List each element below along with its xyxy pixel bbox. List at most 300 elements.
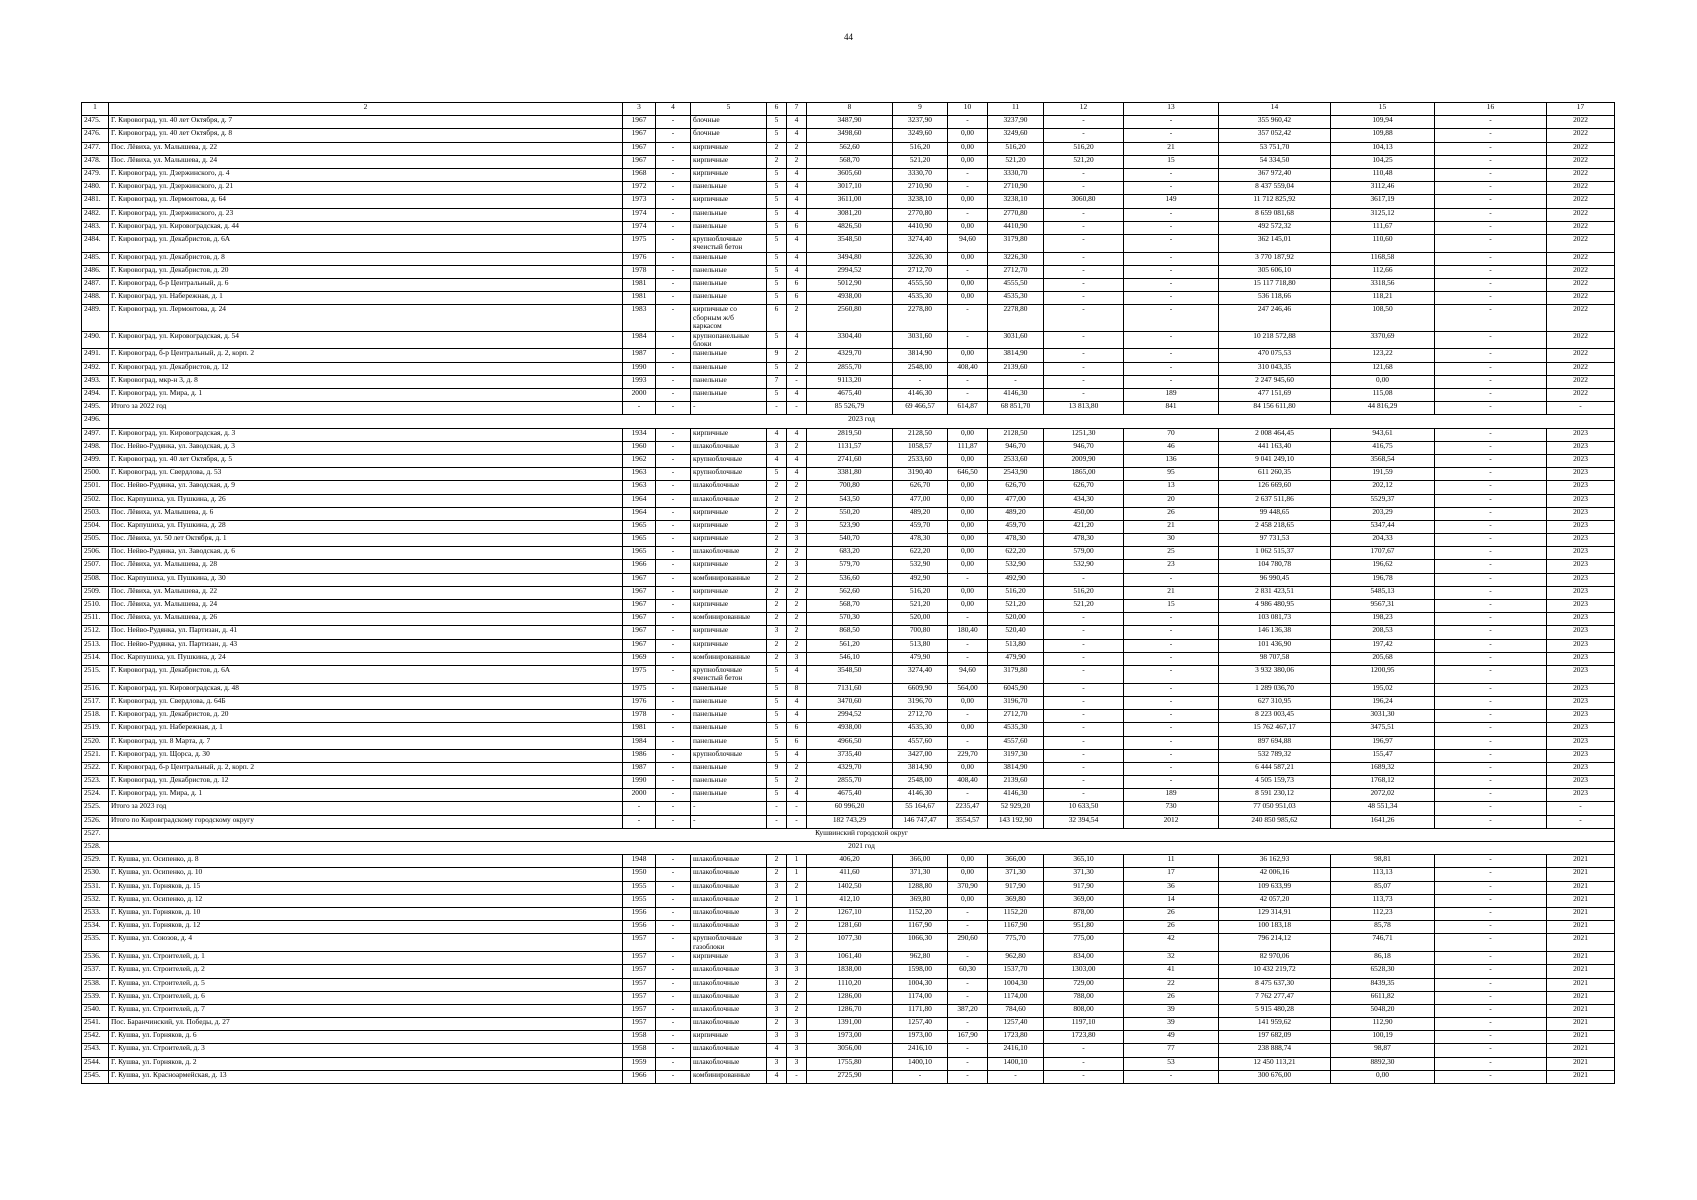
table-cell: панельные bbox=[691, 208, 767, 221]
table-cell: 126 669,60 bbox=[1219, 481, 1331, 494]
section-title: Кушвинский городской округ bbox=[109, 828, 1615, 841]
column-header: 11 bbox=[988, 103, 1044, 116]
table-cell: 2021 bbox=[1547, 965, 1615, 978]
table-cell: 2710,90 bbox=[988, 182, 1044, 195]
table-cell: 1967 bbox=[623, 586, 656, 599]
table-cell: - bbox=[1435, 142, 1547, 155]
table-cell: 1963 bbox=[623, 468, 656, 481]
table-cell: 2023 bbox=[1547, 613, 1615, 626]
table-cell: 2023 bbox=[1547, 547, 1615, 560]
table-row bbox=[82, 1031, 1615, 1044]
table-cell: 1957 bbox=[623, 1004, 656, 1017]
table-cell: - bbox=[1044, 723, 1124, 736]
table-cell: 1967 bbox=[623, 573, 656, 586]
table-cell: 536,60 bbox=[807, 573, 893, 586]
table-cell: 77 050 951,03 bbox=[1219, 802, 1331, 815]
table-cell: 543,50 bbox=[807, 494, 893, 507]
table-cell: 8 659 081,68 bbox=[1219, 208, 1331, 221]
table-cell: 521,20 bbox=[893, 600, 948, 613]
table-cell: Пос. Лёвиха, ул. 50 лет Октября, д. 1 bbox=[109, 534, 623, 547]
table-cell: 788,00 bbox=[1044, 991, 1124, 1004]
table-cell: - bbox=[656, 441, 691, 454]
table-cell: 7 762 277,47 bbox=[1219, 991, 1331, 1004]
table-cell: - bbox=[988, 375, 1044, 388]
table-cell: панельные bbox=[691, 362, 767, 375]
table-cell: 1960 bbox=[623, 441, 656, 454]
table-cell: 202,12 bbox=[1331, 481, 1435, 494]
table-cell: 2022 bbox=[1547, 252, 1615, 265]
table-cell: 4535,30 bbox=[893, 723, 948, 736]
table-cell: 1288,80 bbox=[893, 881, 948, 894]
table-cell: - bbox=[656, 710, 691, 723]
table-cell: 112,66 bbox=[1331, 265, 1435, 278]
table-row bbox=[82, 665, 1615, 683]
table-cell: 1973,00 bbox=[893, 1031, 948, 1044]
table-cell: - bbox=[656, 547, 691, 560]
table-cell: 611 260,35 bbox=[1219, 468, 1331, 481]
table-cell: - bbox=[656, 507, 691, 520]
table-cell: - bbox=[1435, 389, 1547, 402]
table-cell: 1066,30 bbox=[893, 934, 948, 952]
table-cell: 146 747,47 bbox=[893, 815, 948, 828]
table-row bbox=[82, 652, 1615, 665]
table-cell: - bbox=[656, 586, 691, 599]
table-cell: 459,70 bbox=[893, 520, 948, 533]
table-cell: 6 444 587,21 bbox=[1219, 762, 1331, 775]
section-number: 2528. bbox=[82, 842, 109, 855]
table-cell: 4826,50 bbox=[807, 221, 893, 234]
table-cell: 198,23 bbox=[1331, 613, 1435, 626]
table-cell: 4557,60 bbox=[893, 736, 948, 749]
table-cell: 0,00 bbox=[948, 292, 988, 305]
table-cell: - bbox=[656, 234, 691, 252]
table-row bbox=[82, 389, 1615, 402]
table-cell: 4675,40 bbox=[807, 789, 893, 802]
table-cell: 100 183,18 bbox=[1219, 921, 1331, 934]
table-cell: - bbox=[1044, 573, 1124, 586]
table-cell: 2022 bbox=[1547, 208, 1615, 221]
table-cell: 2021 bbox=[1547, 868, 1615, 881]
table-cell: 2503. bbox=[82, 507, 109, 520]
table-cell: 5 915 480,28 bbox=[1219, 1004, 1331, 1017]
table-cell: - bbox=[623, 802, 656, 815]
table-cell: 3017,10 bbox=[807, 182, 893, 195]
table-cell: 197 682,09 bbox=[1219, 1031, 1331, 1044]
table-cell: шлакоблочные bbox=[691, 494, 767, 507]
table-cell: 3814,90 bbox=[988, 762, 1044, 775]
table-cell: Г. Кировоград, ул. Дзержинского, д. 23 bbox=[109, 208, 623, 221]
table-cell: 146 136,38 bbox=[1219, 626, 1331, 639]
table-cell: Г. Кушва, ул. Строителей, д. 5 bbox=[109, 978, 623, 991]
table-cell: 784,60 bbox=[988, 1004, 1044, 1017]
table-cell: 0,00 bbox=[948, 481, 988, 494]
table-cell: - bbox=[1435, 652, 1547, 665]
table-cell: 141 959,62 bbox=[1219, 1018, 1331, 1031]
table-cell: - bbox=[948, 952, 988, 965]
table-cell: Г. Кировоград, ул. Декабристов, д. 8 bbox=[109, 252, 623, 265]
table-row bbox=[82, 534, 1615, 547]
table-cell: 115,08 bbox=[1331, 389, 1435, 402]
table-cell: 2 bbox=[787, 586, 807, 599]
table-cell: 2023 bbox=[1547, 468, 1615, 481]
table-cell: - bbox=[1435, 349, 1547, 362]
table-cell: 2 bbox=[767, 481, 787, 494]
table-cell: 2505. bbox=[82, 534, 109, 547]
table-cell: 111,87 bbox=[948, 441, 988, 454]
table-cell: шлакоблочные bbox=[691, 547, 767, 560]
table-cell: 98,87 bbox=[1331, 1044, 1435, 1057]
table-cell: Пос. Лёвиха, ул. Малышева, д. 24 bbox=[109, 155, 623, 168]
table-cell: 516,20 bbox=[1044, 142, 1124, 155]
table-cell: 1391,00 bbox=[807, 1018, 893, 1031]
table-cell: 1641,26 bbox=[1331, 815, 1435, 828]
table-cell: 2023 bbox=[1547, 762, 1615, 775]
table-cell: 1956 bbox=[623, 921, 656, 934]
table-cell: 2023 bbox=[1547, 683, 1615, 696]
table-cell: 2489. bbox=[82, 305, 109, 331]
table-row bbox=[82, 934, 1615, 952]
table-cell: 2712,70 bbox=[988, 710, 1044, 723]
table-cell: 513,80 bbox=[988, 639, 1044, 652]
table-cell: 15 762 467,17 bbox=[1219, 723, 1331, 736]
table-cell: шлакоблочные bbox=[691, 1044, 767, 1057]
table-cell: 4146,30 bbox=[893, 389, 948, 402]
table-cell: - bbox=[1435, 952, 1547, 965]
table-cell: 1131,57 bbox=[807, 441, 893, 454]
table-cell: 626,70 bbox=[893, 481, 948, 494]
table-cell: 2 bbox=[787, 362, 807, 375]
table-cell: 3 bbox=[787, 1044, 807, 1057]
table-cell: 196,24 bbox=[1331, 696, 1435, 709]
table-cell: 2139,60 bbox=[988, 362, 1044, 375]
table-cell: - bbox=[656, 776, 691, 789]
table-cell: 4 bbox=[787, 182, 807, 195]
table-cell: 532 789,32 bbox=[1219, 749, 1331, 762]
table-cell: 2 831 423,51 bbox=[1219, 586, 1331, 599]
table-cell: Г. Кушва, ул. Строителей, д. 2 bbox=[109, 965, 623, 978]
table-cell: - bbox=[1435, 894, 1547, 907]
table-cell: - bbox=[1435, 965, 1547, 978]
table-cell: 2022 bbox=[1547, 195, 1615, 208]
table-cell: 182 743,29 bbox=[807, 815, 893, 828]
table-cell: 15 117 718,80 bbox=[1219, 279, 1331, 292]
table-cell: 1768,12 bbox=[1331, 776, 1435, 789]
table-row bbox=[82, 481, 1615, 494]
table-cell: 3196,70 bbox=[893, 696, 948, 709]
table-row bbox=[82, 1004, 1615, 1017]
table-cell: 109,94 bbox=[1331, 116, 1435, 129]
table-cell: 1957 bbox=[623, 991, 656, 1004]
table-cell: 2535. bbox=[82, 934, 109, 952]
column-header: 9 bbox=[893, 103, 948, 116]
table-cell: - bbox=[656, 168, 691, 181]
table-cell: 1267,10 bbox=[807, 907, 893, 920]
table-cell: - bbox=[656, 292, 691, 305]
table-cell: 408,40 bbox=[948, 776, 988, 789]
table-cell: шлакоблочные bbox=[691, 907, 767, 920]
table-cell: - bbox=[948, 168, 988, 181]
table-row bbox=[82, 639, 1615, 652]
table-cell: 2855,70 bbox=[807, 776, 893, 789]
table-cell: 5 bbox=[767, 234, 787, 252]
table-cell: 730 bbox=[1124, 802, 1219, 815]
table-cell: 4146,30 bbox=[893, 789, 948, 802]
table-cell: 3 bbox=[767, 952, 787, 965]
table-cell: 897 694,88 bbox=[1219, 736, 1331, 749]
table-cell: 421,20 bbox=[1044, 520, 1124, 533]
table-cell: 2 637 511,86 bbox=[1219, 494, 1331, 507]
table-cell: шлакоблочные bbox=[691, 481, 767, 494]
table-cell: 5 bbox=[767, 195, 787, 208]
table-cell: 5 bbox=[767, 736, 787, 749]
table-row bbox=[82, 560, 1615, 573]
table-cell: 2278,80 bbox=[893, 305, 948, 331]
table-cell: 2504. bbox=[82, 520, 109, 533]
table-cell: 112,23 bbox=[1331, 907, 1435, 920]
table-cell: 3226,30 bbox=[893, 252, 948, 265]
table-cell: 2023 bbox=[1547, 652, 1615, 665]
table-cell: кирпичные bbox=[691, 534, 767, 547]
table-cell: 626,70 bbox=[1044, 481, 1124, 494]
table-cell: панельные bbox=[691, 723, 767, 736]
table-cell: 1286,70 bbox=[807, 1004, 893, 1017]
table-cell: 5 bbox=[767, 182, 787, 195]
table-cell: 5 bbox=[767, 208, 787, 221]
table-cell: Пос. Нейво-Рудянка, ул. Заводская, д. 3 bbox=[109, 441, 623, 454]
table-cell: 2021 bbox=[1547, 1057, 1615, 1070]
table-cell: 5 bbox=[767, 696, 787, 709]
table-row bbox=[82, 573, 1615, 586]
table-cell: - bbox=[1044, 331, 1124, 349]
table-cell: 622,20 bbox=[893, 547, 948, 560]
table-cell: 6528,30 bbox=[1331, 965, 1435, 978]
table-cell: - bbox=[1435, 279, 1547, 292]
table-cell: - bbox=[1435, 468, 1547, 481]
table-cell: - bbox=[1044, 116, 1124, 129]
table-cell: - bbox=[656, 402, 691, 415]
table-cell: 208,53 bbox=[1331, 626, 1435, 639]
table-cell: 2 bbox=[767, 855, 787, 868]
table-cell: 113,73 bbox=[1331, 894, 1435, 907]
table-cell: 492,90 bbox=[988, 573, 1044, 586]
table-cell: - bbox=[656, 749, 691, 762]
table-cell: 3487,90 bbox=[807, 116, 893, 129]
table-cell: 2022 bbox=[1547, 142, 1615, 155]
table-cell: кирпичные bbox=[691, 600, 767, 613]
table-cell: - bbox=[787, 1070, 807, 1083]
table-cell: 2507. bbox=[82, 560, 109, 573]
table-cell: - bbox=[656, 195, 691, 208]
table-cell: 2522. bbox=[82, 762, 109, 775]
table-cell: 1976 bbox=[623, 696, 656, 709]
table-cell: 0,00 bbox=[948, 221, 988, 234]
table-cell: - bbox=[1435, 129, 1547, 142]
table-cell: - bbox=[1435, 375, 1547, 388]
table-cell: 8 475 637,30 bbox=[1219, 978, 1331, 991]
table-row bbox=[82, 696, 1615, 709]
table-cell: 108,50 bbox=[1331, 305, 1435, 331]
table-cell: - bbox=[656, 265, 691, 278]
table-cell: 48 551,34 bbox=[1331, 802, 1435, 815]
table-cell: 2 bbox=[787, 573, 807, 586]
table-cell: 104,25 bbox=[1331, 155, 1435, 168]
table-cell: - bbox=[1435, 402, 1547, 415]
table-cell: 357 052,42 bbox=[1219, 129, 1331, 142]
table-cell: 2524. bbox=[82, 789, 109, 802]
table-cell: 0,00 bbox=[948, 454, 988, 467]
table-cell: 3 bbox=[767, 1004, 787, 1017]
table-cell: 2 bbox=[787, 762, 807, 775]
table-cell: 1976 bbox=[623, 252, 656, 265]
table-cell: 946,70 bbox=[988, 441, 1044, 454]
table-cell: 2510. bbox=[82, 600, 109, 613]
table-cell: 2512. bbox=[82, 626, 109, 639]
table-cell: 2 bbox=[767, 507, 787, 520]
table-cell: 2022 bbox=[1547, 305, 1615, 331]
table-cell: 5 bbox=[767, 665, 787, 683]
table-row bbox=[82, 586, 1615, 599]
table-cell: 4535,30 bbox=[893, 292, 948, 305]
table-cell: 3179,80 bbox=[988, 665, 1044, 683]
table-cell: 4555,50 bbox=[893, 279, 948, 292]
table-cell: 477,00 bbox=[893, 494, 948, 507]
table-row bbox=[82, 710, 1615, 723]
table-cell: 614,87 bbox=[948, 402, 988, 415]
table-cell: 2486. bbox=[82, 265, 109, 278]
table-cell: - bbox=[1547, 802, 1615, 815]
table-cell: - bbox=[1124, 375, 1219, 388]
table-cell: 3381,80 bbox=[807, 468, 893, 481]
table-cell: 0,00 bbox=[948, 129, 988, 142]
table-cell: - bbox=[1435, 1070, 1547, 1083]
table-cell: 86,18 bbox=[1331, 952, 1435, 965]
table-cell: 36 162,93 bbox=[1219, 855, 1331, 868]
table-cell: 1986 bbox=[623, 749, 656, 762]
table-cell: 2509. bbox=[82, 586, 109, 599]
table-cell: 3226,30 bbox=[988, 252, 1044, 265]
table-cell: 369,80 bbox=[988, 894, 1044, 907]
table-cell: 6609,90 bbox=[893, 683, 948, 696]
table-cell: крупноблочные газоблоки bbox=[691, 934, 767, 952]
table-cell: 53 751,70 bbox=[1219, 142, 1331, 155]
table-cell: Пос. Лёвиха, ул. Малышева, д. 22 bbox=[109, 586, 623, 599]
table-cell: 1984 bbox=[623, 331, 656, 349]
table-cell: 1400,10 bbox=[893, 1057, 948, 1070]
table-cell: 3237,90 bbox=[893, 116, 948, 129]
table-cell: 2478. bbox=[82, 155, 109, 168]
table-cell: 84 156 611,80 bbox=[1219, 402, 1331, 415]
table-cell: 4 bbox=[787, 710, 807, 723]
table-cell: шлакоблочные bbox=[691, 921, 767, 934]
table-cell: 2532. bbox=[82, 894, 109, 907]
table-cell: 4 bbox=[787, 665, 807, 683]
table-cell: - bbox=[656, 305, 691, 331]
table-cell: - bbox=[1124, 362, 1219, 375]
table-cell: - bbox=[1124, 349, 1219, 362]
table-cell: 0,00 bbox=[948, 252, 988, 265]
table-cell: Г. Кировоград, ул. Кировоградская, д. 48 bbox=[109, 683, 623, 696]
table-cell: 579,70 bbox=[807, 560, 893, 573]
table-cell: 478,30 bbox=[988, 534, 1044, 547]
table-cell: 369,00 bbox=[1044, 894, 1124, 907]
table-cell: 3031,60 bbox=[988, 331, 1044, 349]
table-cell: 492,90 bbox=[893, 573, 948, 586]
table-cell: 2 bbox=[767, 573, 787, 586]
table-cell: 0,00 bbox=[948, 428, 988, 441]
table-cell: 3 bbox=[787, 560, 807, 573]
table-cell: 94,60 bbox=[948, 234, 988, 252]
table-cell: 12 450 113,21 bbox=[1219, 1057, 1331, 1070]
table-cell: 3554,57 bbox=[948, 815, 988, 828]
table-cell: - bbox=[948, 613, 988, 626]
table-cell: 2 bbox=[787, 155, 807, 168]
table-cell: 2022 bbox=[1547, 182, 1615, 195]
table-cell: 796 214,12 bbox=[1219, 934, 1331, 952]
table-cell: 1077,30 bbox=[807, 934, 893, 952]
table-cell: 20 bbox=[1124, 494, 1219, 507]
table-cell: 10 218 572,88 bbox=[1219, 331, 1331, 349]
table-row bbox=[82, 600, 1615, 613]
table-cell: - bbox=[656, 573, 691, 586]
table-cell: 2545. bbox=[82, 1070, 109, 1083]
table-cell: 3 bbox=[767, 921, 787, 934]
table-row bbox=[82, 116, 1615, 129]
table-cell: 568,70 bbox=[807, 155, 893, 168]
table-cell: Пос. Карпушиха, ул. Пушкина, д. 24 bbox=[109, 652, 623, 665]
table-cell: 305 606,10 bbox=[1219, 265, 1331, 278]
table-cell: 2021 bbox=[1547, 934, 1615, 952]
table-cell: - bbox=[691, 802, 767, 815]
table-cell: - bbox=[656, 560, 691, 573]
table-cell: 85 526,79 bbox=[807, 402, 893, 415]
table-cell: 1197,10 bbox=[1044, 1018, 1124, 1031]
table-cell: 4329,70 bbox=[807, 762, 893, 775]
table-cell: - bbox=[656, 907, 691, 920]
table-row bbox=[82, 881, 1615, 894]
table-cell: 42 057,20 bbox=[1219, 894, 1331, 907]
table-cell: - bbox=[1124, 652, 1219, 665]
table-cell: 26 bbox=[1124, 921, 1219, 934]
table-cell: Пос. Нейво-Рудянка, ул. Заводская, д. 9 bbox=[109, 481, 623, 494]
table-cell: 2544. bbox=[82, 1057, 109, 1070]
table-cell: 1962 bbox=[623, 454, 656, 467]
table-cell: 2 bbox=[787, 547, 807, 560]
table-cell: 622,20 bbox=[988, 547, 1044, 560]
table-cell: - bbox=[656, 736, 691, 749]
table-cell: Г. Кушва, ул. Горняков, д. 6 bbox=[109, 1031, 623, 1044]
table-cell: Г. Кушва, ул. Строителей, д. 7 bbox=[109, 1004, 623, 1017]
table-cell: 2023 bbox=[1547, 776, 1615, 789]
table-cell: кирпичные bbox=[691, 142, 767, 155]
table-cell: Г. Кировоград, ул. Набережная, д. 1 bbox=[109, 723, 623, 736]
table-cell: 2 bbox=[767, 560, 787, 573]
table-cell: 5 bbox=[767, 789, 787, 802]
table-cell: - bbox=[1435, 1004, 1547, 1017]
table-cell: - bbox=[1044, 776, 1124, 789]
table-cell: - bbox=[1435, 855, 1547, 868]
table-cell: 5 bbox=[767, 129, 787, 142]
table-cell: 2508. bbox=[82, 573, 109, 586]
table-cell: - bbox=[948, 265, 988, 278]
table-cell: 2072,02 bbox=[1331, 789, 1435, 802]
table-cell: - bbox=[623, 402, 656, 415]
table-cell: - bbox=[1547, 402, 1615, 415]
table-cell: 2023 bbox=[1547, 665, 1615, 683]
table-cell: 2023 bbox=[1547, 749, 1615, 762]
table-cell: 2541. bbox=[82, 1018, 109, 1031]
table-cell: - bbox=[1435, 802, 1547, 815]
table-cell: 962,80 bbox=[893, 952, 948, 965]
